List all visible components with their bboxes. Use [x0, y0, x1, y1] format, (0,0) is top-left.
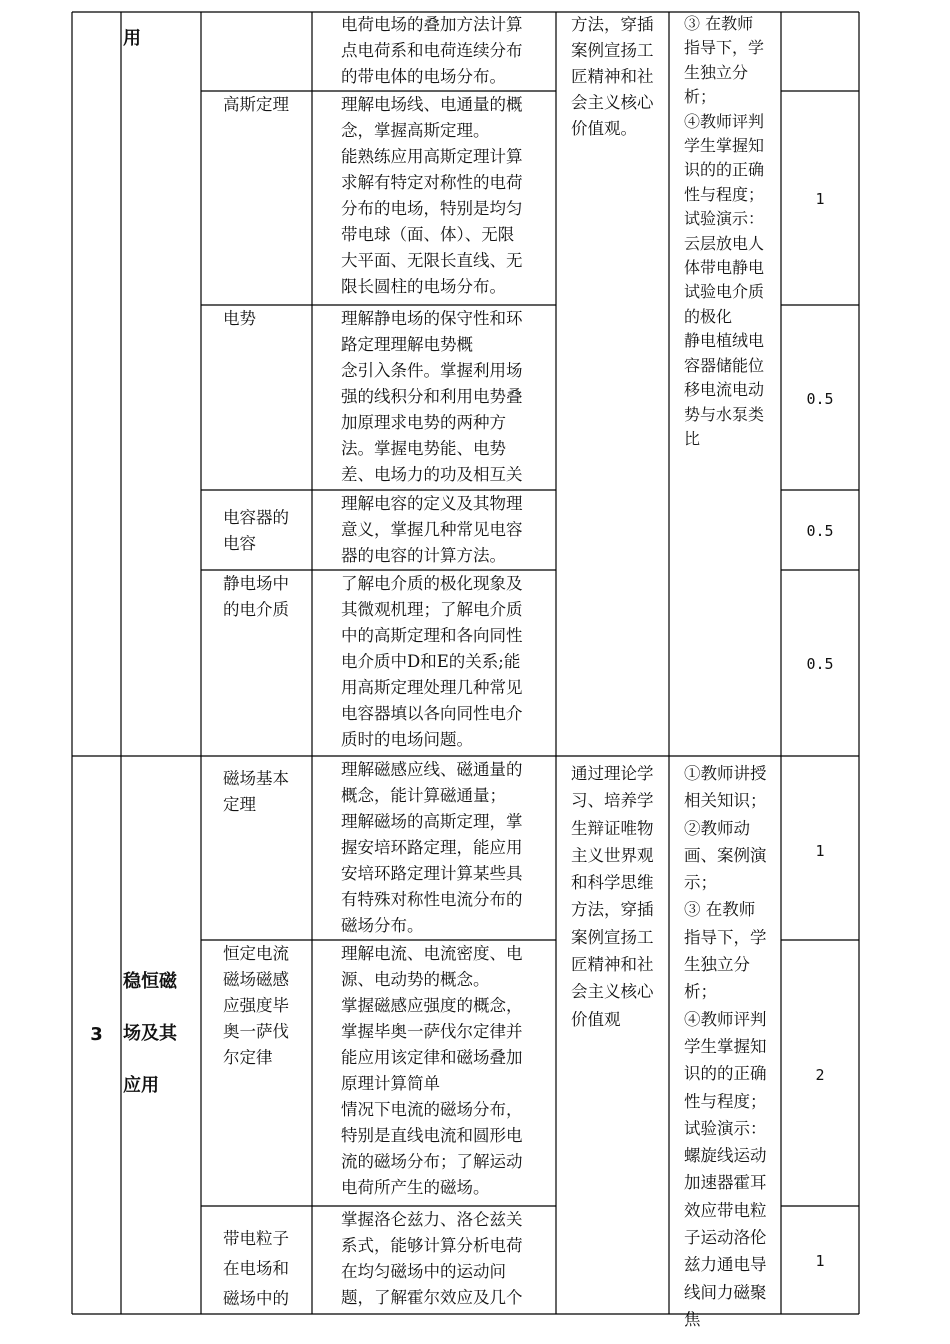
topic-name-biot-savart: 恒定电流 磁场磁感 应强度毕 奥一萨伐 尔定律: [223, 944, 289, 1067]
topic-name-dielectric: 静电场中 的电介质: [223, 574, 289, 619]
topic-content-dielectric: 了解电介质的极化现象及 其微观机理；了解电介质 中的高斯定理和各向同性 电介质中D和E的关系;能 用高斯定理处理几种常见 电容器填以各向同性电介 质时的电场问题。: [341, 574, 523, 749]
topic-name-potential: 电势: [223, 309, 256, 328]
topic-content-charged-particle: 掌握洛仑兹力、洛仑兹关 系式，能够计算分析电荷 在均匀磁场中的运动问 题，了解霍尔效应及几个: [341, 1210, 523, 1307]
methods-prev: ③ 在教师 指导下，学 生独立分 析； ④教师评判 学生掌握知 识的的正确 性与程度； 试验演示： 云层放电人 体带电静电 试验电介质 的极化 静电植绒电 容器储能位 移电流电动 势与水泵类 比: [684, 14, 765, 448]
hours-gauss: 1: [815, 190, 825, 208]
methods-chapter-3: ①教师讲授 相关知识； ②教师动 画、案例演 示； ③ 在教师 指导下，学 生独立分 析； ④教师评判 学生掌握知 识的的正确 性与程度； 试验演示： 螺旋线运动 加速器霍耳 效应带电粒 子运动洛伦 兹力通电导 线间力磁聚 焦: [684, 764, 767, 1329]
chapter-title-tail: 用: [123, 28, 141, 49]
topic-content-capacitance: 理解电容的定义及其物理 意义，掌握几种常见电容 器的电容的计算方法。: [341, 494, 523, 565]
hours-magnetic-basics: 1: [815, 842, 825, 860]
ideology-chapter-3: 通过理论学 习、培养学 生辩证唯物 主义世界观 和科学思维 方法，穿插 案例宣扬工 匠精神和社 会主义核心 价值观: [571, 764, 654, 1029]
hours-biot-savart: 2: [815, 1066, 825, 1084]
topic-content-potential: 理解静电场的保守性和环 路定理理解电势概 念引入条件。掌握利用场 强的线积分和利用电势叠 加原理求电势的两种方 法。掌握电势能、电势 差、电场力的功及相互关: [341, 309, 523, 484]
hours-dielectric: 0.5: [806, 655, 834, 673]
hours-potential: 0.5: [806, 390, 834, 408]
hours-capacitance: 0.5: [806, 522, 834, 540]
topic-name-gauss: 高斯定理: [223, 95, 289, 114]
topic-content-magnetic-basics: 理解磁感应线、磁通量的 概念，能计算磁通量； 理解磁场的高斯定理，掌 握安培环路定理，能应用 安培环路定理计算某些具 有特殊对称性电流分布的 磁场分布。: [341, 760, 523, 935]
ideology-prev: 方法，穿插 案例宣扬工 匠精神和社 会主义核心 价值观。: [571, 15, 654, 138]
chapter-number: 3: [90, 1024, 103, 1045]
chapter-title: 稳恒磁 场及其 应用: [123, 971, 177, 1096]
topic-content-biot-savart: 理解电流、电流密度、电 源、电动势的概念。 掌握磁感应强度的概念， 掌握毕奥一萨伐尔定律并 能应用该定律和磁场叠加 原理计算简单 情况下电流的磁场分布， 特别是直线电流和圆形电 流的磁场分布；了解运动 电荷所产生的磁场。: [341, 944, 523, 1197]
topic-name-capacitance: 电容器的 电容: [223, 508, 289, 553]
topic-content-gauss: 理解电场线、电通量的概 念，掌握高斯定理。 能熟练应用高斯定理计算 求解有特定对称性的电荷 分布的电场，特别是均匀 带电球（面、体）、无限 大平面、无限长直线、无 限长圆柱的电场分布。: [341, 95, 523, 296]
topic-name-magnetic-basics: 磁场基本 定理: [223, 769, 289, 814]
topic-name-charged-particle: 带电粒子 在电场和 磁场中的: [223, 1229, 289, 1308]
topic-content-superposition: 电荷电场的叠加方法计算 点电荷系和电荷连续分布 的带电体的电场分布。: [341, 15, 523, 86]
hours-charged-particle: 1: [815, 1252, 825, 1270]
